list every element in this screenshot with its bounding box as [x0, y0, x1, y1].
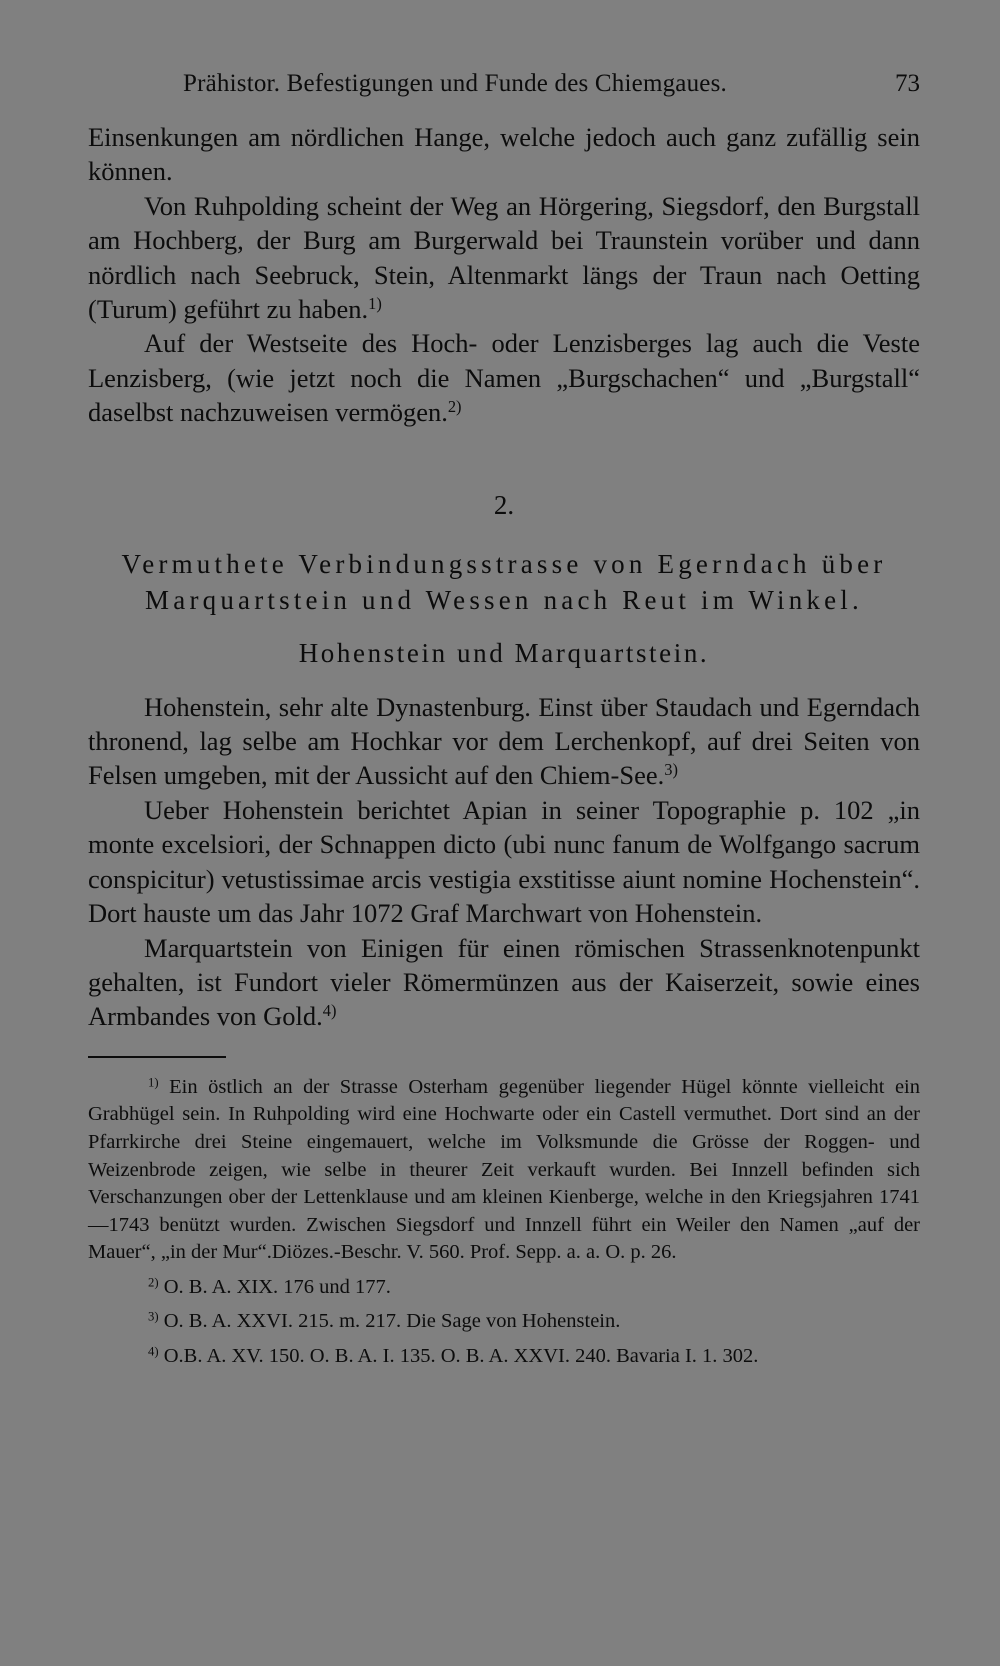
footnote-text: O.B. A. XV. 150. O. B. A. I. 135. O. B. A. XXVI. 240. Bavaria I. 1. 302.	[163, 1345, 759, 1368]
footnote	[88, 1308, 920, 1336]
footnote	[88, 1274, 920, 1302]
page-number: 73	[895, 70, 920, 97]
paragraph	[88, 326, 920, 429]
paragraph	[88, 189, 920, 327]
footnote-reference[interactable]: 1)	[368, 294, 382, 313]
footnote-divider	[88, 1056, 226, 1058]
footnote-reference[interactable]: 2)	[447, 397, 462, 417]
paragraph	[88, 120, 920, 189]
paragraph	[88, 931, 920, 1034]
section-body	[88, 690, 920, 1034]
paragraph-text: Hohenstein, sehr alte Dynastenburg. Einst über Staudach und Egerndach thronend, lag selbe am Hochkar vor dem Lerchenkopf, auf drei Seiten von Felsen umgeben, mit der Aussicht auf den Chiem-See.	[88, 691, 920, 791]
section-title-line: Marquartstein und Wessen nach Reut im Winkel.	[145, 584, 863, 615]
subsection-title: Hohenstein und Marquartstein.	[298, 637, 710, 668]
footnote-reference[interactable]: 3)	[664, 760, 678, 780]
footnote-text: O. B. A. XXVI. 215. m. 217. Die Sage von Hohenstein.	[163, 1310, 621, 1333]
section-number: 2.	[493, 489, 515, 520]
paragraph-text: Einsenkungen am nördlichen Hange, welche jedoch auch ganz zufällig sein können.	[88, 122, 920, 187]
footnote-reference[interactable]: 4)	[322, 1001, 337, 1021]
paragraph-text: Ueber Hohenstein berichtet Apian in seiner Topographie p. 102 „in monte excelsiori, der Schnappen dicto (ubi nunc fanum de Wolfgango sacrum conspicitur) vetustissimae arcis vestigia exstitisse aiunt nomine Hochenstein“. Dort hauste um das Jahr 1072 Graf Marchwart von Hohenstein.	[88, 794, 920, 929]
footnote-mark: 3)	[148, 1310, 159, 1325]
body-text	[88, 120, 920, 1034]
footnote-text: O. B. A. XIX. 176 und 177.	[163, 1275, 391, 1298]
paragraph	[88, 690, 920, 793]
paragraph	[88, 793, 920, 931]
running-head	[88, 64, 920, 104]
footnotes	[88, 1074, 920, 1371]
book-page	[88, 64, 920, 1378]
footnote-mark: 2)	[148, 1275, 159, 1290]
footnote-mark: 4)	[148, 1344, 159, 1359]
paragraph-text: Von Ruhpolding scheint der Weg an Hörgering, Siegsdorf, den Burgstall am Hochberg, der Burg am Burgerwald bei Traunstein vorüber und dann nördlich nach Seebruck, Stein, Altenmarkt längs der Traun nach Oetting (Turum) geführt zu haben.	[88, 190, 920, 325]
footnote-mark: 1)	[148, 1075, 159, 1090]
footnote-text: Ein östlich an der Strasse Osterham gegenüber liegender Hügel könnte vielleicht ein Grabhügel sein. In Ruhpolding wird eine Hochwarte oder ein Castell vermuthet. Dort sind an der Pfarrkirche drei Steine eingemauert, welche im Volksmunde die Grösse der Roggen- und Weizenbrode zeigen, wie selbe in theurer Zeit verkauft wurden. Bei Innzell befinden sich Verschanzungen ober der Lettenklause und am kleinen Kienberge, welche in den Kriegsjahren 1741—1743 benützt wurden. Zwischen Siegsdorf und Innzell führt ein Weiler den Namen „auf der Mauer“, „in der Mur“.Diözes.-Beschr. V. 560. Prof. Sepp. a. a. O. p. 26.	[88, 1075, 921, 1264]
section-title	[88, 546, 920, 618]
running-title: Prähistor. Befestigungen und Funde des Chiemgaues.	[183, 70, 727, 97]
footnote	[88, 1343, 920, 1371]
paragraph-text: Marquartstein von Einigen für einen römischen Strassenknotenpunkt gehalten, ist Fundort vieler Römermünzen aus der Kaiserzeit, sowie eines Armbandes von Gold.	[88, 932, 920, 1032]
section-title-line: Vermuthete Verbindungsstrasse von Egerndach über	[121, 548, 887, 579]
paragraph-text: Auf der Westseite des Hoch- oder Lenzisberges lag auch die Veste Lenzisberg, (wie jetzt noch die Namen „Burgschachen“ und „Burgstall“ daselbst nachzuweisen vermögen.	[88, 328, 920, 428]
footnote	[88, 1074, 920, 1267]
